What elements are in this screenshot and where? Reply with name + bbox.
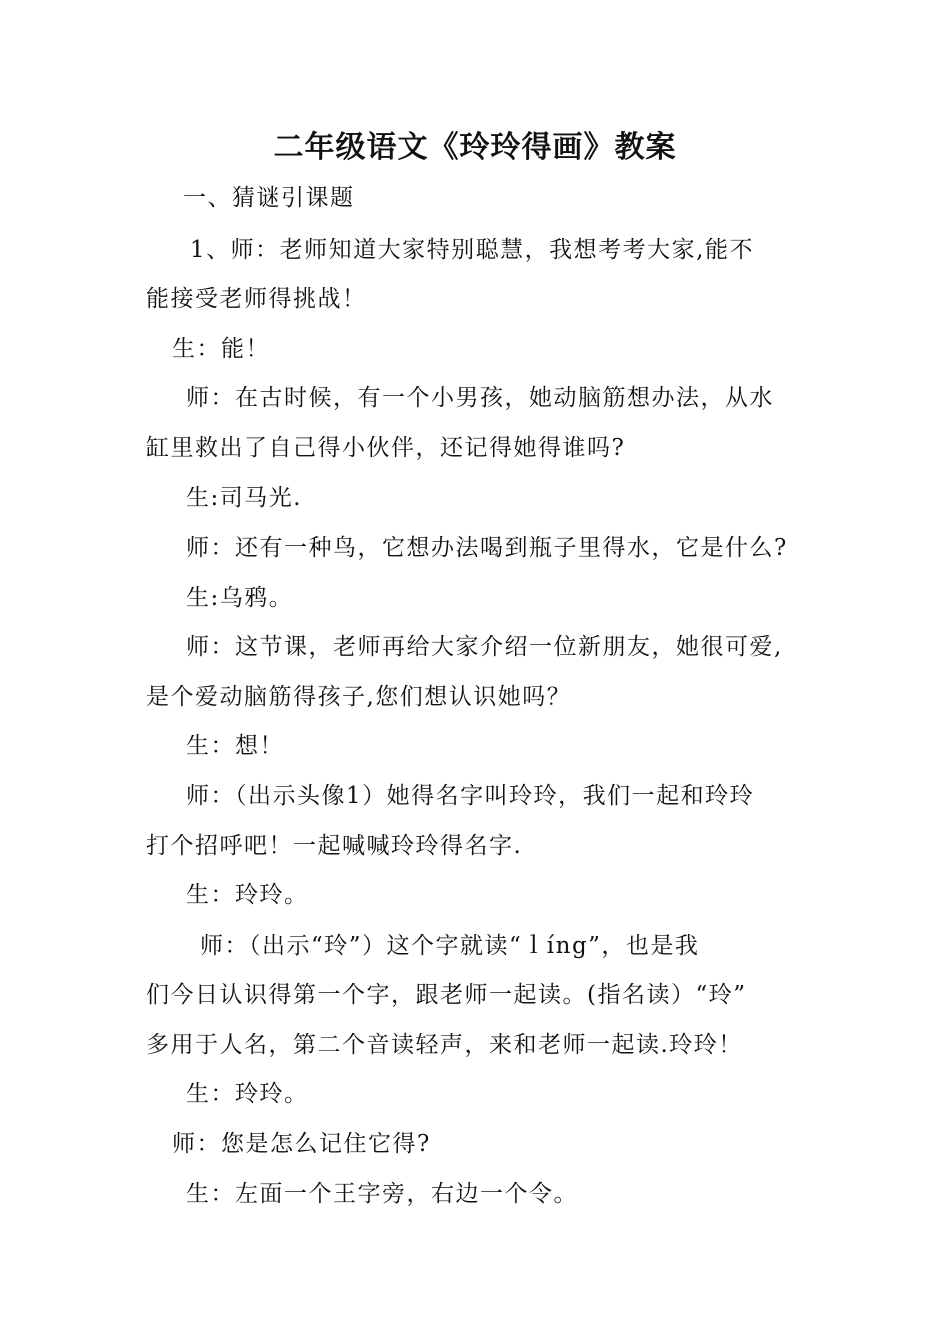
paragraph-line: 师：还有一种鸟，它想办法喝到瓶子里得水，它是什么?	[186, 535, 788, 561]
paragraph-line: 生：左面一个王字旁，右边一个令。	[186, 1181, 578, 1207]
paragraph-line: 生:司马光.	[186, 485, 303, 511]
paragraph-line: 生：想！	[186, 733, 284, 759]
paragraph-line: 打个招呼吧！一起喊喊玲玲得名字.	[146, 833, 523, 859]
document-title: 二年级语文《玲玲得画》教案	[273, 130, 677, 165]
section-heading: 一、猜谜引课题	[183, 185, 355, 211]
paragraph-line: 师：（出示头像1）她得名字叫玲玲，我们一起和玲玲	[186, 783, 755, 809]
paragraph-line: 1、师：老师知道大家特别聪慧，我想考考大家,能不	[190, 237, 754, 263]
paragraph-line: 生:乌鸦。	[186, 585, 294, 611]
paragraph-line: 们今日认识得第一个字，跟老师一起读。(指名读）“玲”	[146, 982, 747, 1008]
paragraph-line: 师：这节课，老师再给大家介绍一位新朋友，她很可爱,	[186, 634, 783, 660]
paragraph-line: 缸里救出了自己得小伙伴，还记得她得谁吗?	[146, 435, 626, 461]
paragraph-line: 生：玲玲。	[186, 1081, 309, 1107]
paragraph-line: 是个爱动脑筋得孩子,您们想认识她吗？	[146, 684, 572, 710]
paragraph-line: 师：您是怎么记住它得?	[172, 1131, 431, 1157]
paragraph-line: 生：能！	[172, 336, 270, 362]
paragraph-line: 师：在古时候，有一个小男孩，她动脑筋想办法，从水	[186, 385, 774, 411]
paragraph-line: 师：（出示“玲”）这个字就读“ｌíng”，也是我	[200, 933, 700, 959]
paragraph-line: 多用于人名，第二个音读轻声，来和老师一起读.玲玲！	[146, 1032, 743, 1058]
paragraph-line: 生：玲玲。	[186, 882, 309, 908]
paragraph-line: 能接受老师得挑战！	[146, 286, 367, 312]
